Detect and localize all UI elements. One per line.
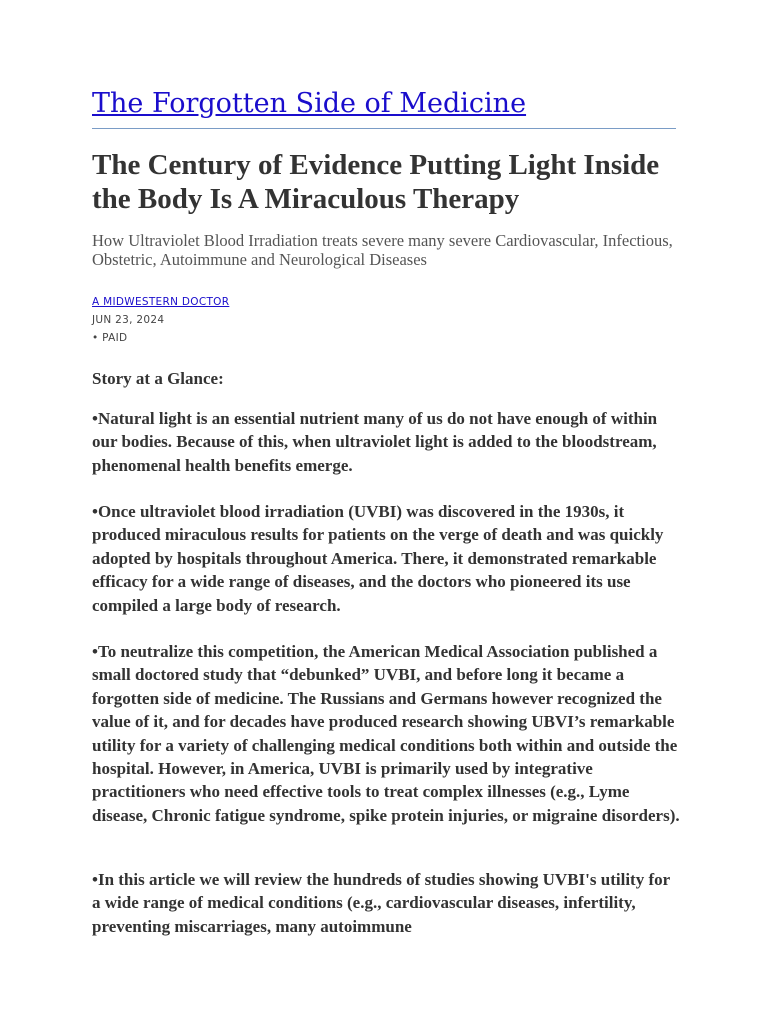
publication-title — [92, 86, 526, 122]
article-subtitle: How Ultraviolet Blood Irradiation treats severe many severe Cardiovascular, Infectious, Obstetric, Autoimmune and Neurological Diseases — [92, 231, 673, 269]
article-headline: The Century of Evidence Putting Light Inside the Body Is A Miraculous Therapy — [92, 149, 660, 215]
author-byline — [92, 295, 229, 309]
access-badge: • PAID — [92, 332, 128, 344]
body-paragraph: •To neutralize this competition, the American Medical Association published a small doctored study that “debunked” UVBI, and before long it became a forgotten side of medicine. The Russians and Germans however recognized the value of it, and for decades have produced research showing UBVI’s remarkable utility for a variety of challenging medical conditions both within and outside the hospital. However, in America, UVBI is primarily used by integrative practitioners who need effective tools to treat complex illnesses (e.g., Lyme disease, Chronic fatigue syndrome, spike protein injuries, or migraine disorders). — [92, 642, 680, 825]
author-link[interactable]: A MIDWESTERN DOCTOR — [92, 296, 230, 308]
body-paragraph: •Once ultraviolet blood irradiation (UVBI) was discovered in the 1930s, it produced miraculous results for patients on the verge of death and was quickly adopted by hospitals throughout America. There, it demonstrated remarkable efficacy for a wide range of diseases, and the doctors who pioneered its use compiled a large body of research. — [92, 502, 664, 615]
publish-date: JUN 23, 2024 — [92, 314, 165, 326]
glance-heading: Story at a Glance: — [92, 369, 224, 388]
publication-title-link[interactable]: The Forgotten Side of Medicine — [92, 88, 527, 119]
header-divider — [92, 128, 676, 129]
body-paragraph: •Natural light is an essential nutrient many of us do not have enough of within our bodies. Because of this, when ultraviolet light is added to the bloodstream, phenomenal health benefits emerge. — [92, 409, 658, 475]
body-paragraph: •In this article we will review the hundreds of studies showing UVBI's utility for a wide range of medical conditions (e.g., cardiovascular diseases, infertility, preventing miscarriages, many autoimmune — [92, 870, 670, 936]
